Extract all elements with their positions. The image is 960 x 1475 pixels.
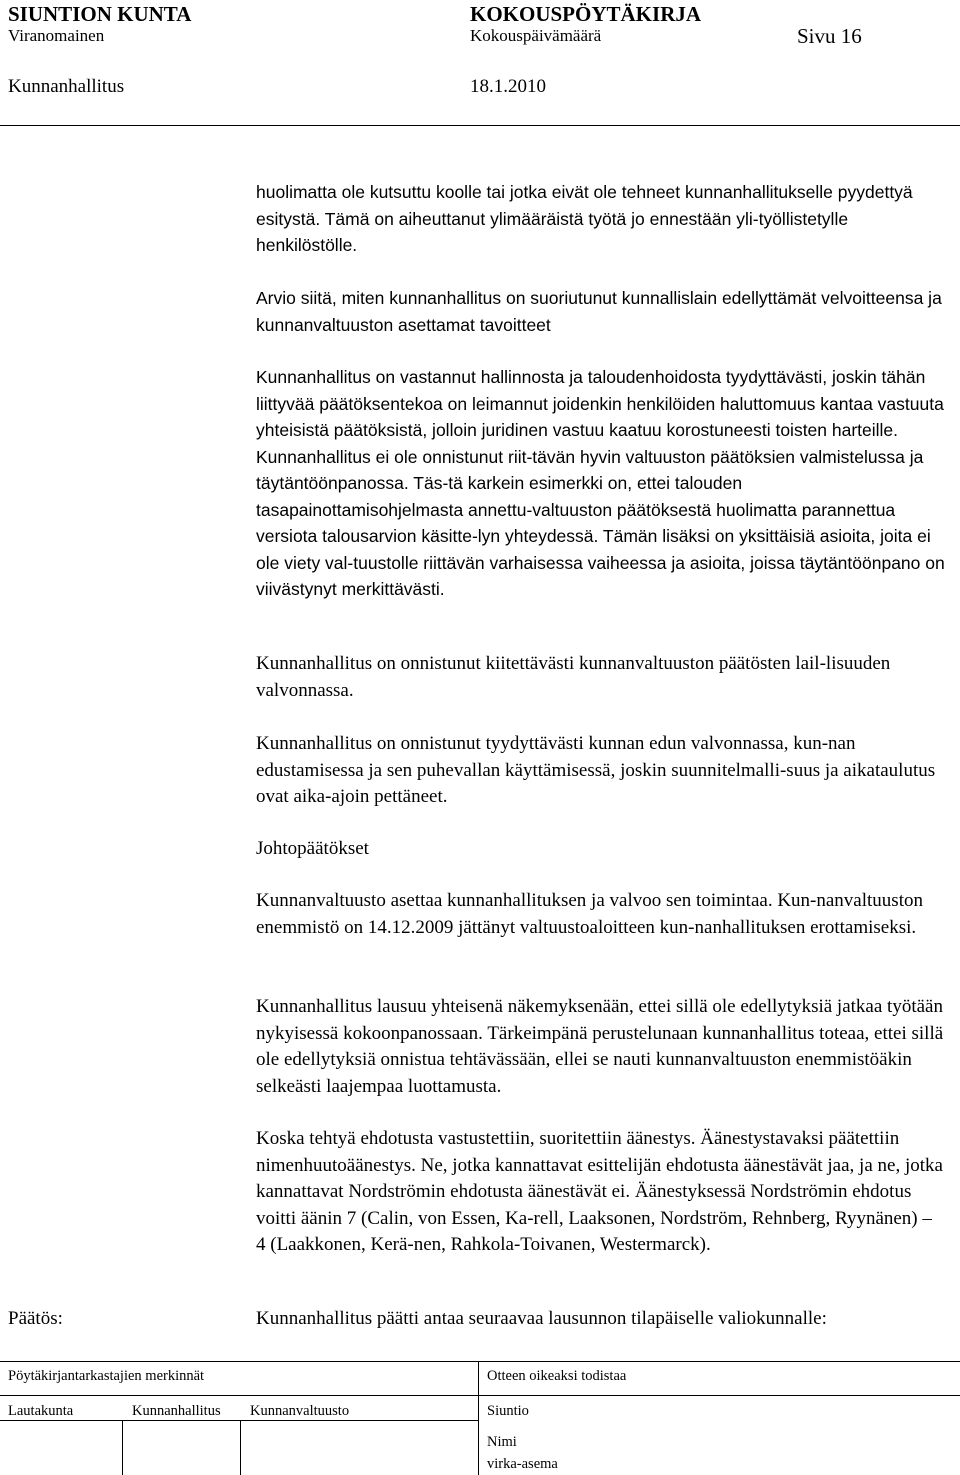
footer-cols-divider	[0, 1420, 478, 1421]
meeting-date-label: Kokouspäivämäärä	[470, 26, 602, 45]
org-name: SIUNTION KUNTA	[8, 2, 192, 26]
position-label: virka-asema	[487, 1456, 558, 1472]
footer-vline-2	[240, 1420, 241, 1475]
conclusions-heading: Johtopäätökset	[256, 838, 369, 859]
paragraph-interest: Kunnanhallitus on onnistunut tyydyttävästi kunnan edun valvonnassa, kun-nan edustamisessa ja sen puhevallan käyttämisessä, joskin suunnitelmalli-suus ja aikataulutus ovat aika-ajoin pettäneet.	[256, 733, 936, 807]
authority-label: Viranomainen	[8, 26, 105, 45]
page-number: Sivu 16	[797, 24, 862, 48]
reviewers-label: Pöytäkirjantarkastajien merkinnät	[8, 1368, 205, 1384]
meeting-date: 18.1.2010	[470, 76, 546, 97]
header-divider	[0, 125, 960, 126]
decision-label: Päätös:	[8, 1308, 63, 1329]
footer-vline-3	[478, 1361, 479, 1475]
footer-col-municipal-board: Kunnanhallitus	[132, 1403, 221, 1419]
paragraph-vote: Koska tehtyä ehdotusta vastustettiin, suoritettiin äänestys. Äänestystavaksi päätettiin nimenhuutoäänestys. Ne, jotka kannattavat esittelijän ehdotusta äänestävät jaa, ja ne, jotka kannattavat Nordströmin ehdotusta äänestävät ei. Äänestyksessä Nordströmin ehdotus voitti äänin 7 (Calin, von Essen, Ka-rell, Laaksonen, Nordström, Rehnberg, Ryynänen) – 4 (Laakkonen, Kerä-nen, Rahkola-Toivanen, Westermarck).	[256, 1128, 943, 1255]
paragraph-administration: Kunnanhallitus on vastannut hallinnosta ja taloudenhoidosta tyydyttävästi, joskin tähän liittyvää päätöksentekoa on leimannut joidenkin henkilöiden haluttomuus kantaa vastuuta yhteisistä päätöksistä, jolloin juridinen vastuu kaatuu korostuneesti toisten harteille. Kunnanhallitus ei ole onnistunut riit-tävän hyvin valtuuston päätöksien valmistelussa ja täytäntöönpanossa. Täs-tä karkein esimerkki on, ettei talouden tasapainottamisohjelmasta annettu-valtuuston päätöksestä huolimatta parannettua versiota talousarvion käsitte-lyn yhteydessä. Tämän lisäksi on yksittäisiä asioita, joita ei ole viety val-tuustolle riittävän varhaisessa vaiheessa ja asioita, joissa täytäntöönpano on viivästynyt merkittävästi.	[256, 367, 945, 599]
paragraph-continuation: huolimatta ole kutsuttu koolle tai jotka eivät ole tehneet kunnanhallitukselle pyydettyä esitystä. Tämä on aiheuttanut ylimääräistä työtä jo ennestään yli-työllistetylle henkilöstölle.	[256, 182, 913, 255]
paragraph-legality: Kunnanhallitus on onnistunut kiitettävästi kunnanvaltuuston päätösten lail-lisuuden valvonnassa.	[256, 653, 891, 701]
footer-vline-1	[122, 1420, 123, 1475]
document-type: KOKOUSPÖYTÄKIRJA	[470, 2, 702, 26]
paragraph-statement: Kunnanhallitus lausuu yhteisenä näkemyksenään, ettei sillä ole edellytyksiä jatkaa työtään nykyisessä kokoonpanossaan. Tärkeimpänä perustelunaan kunnanhallitus toteaa, ettei sillä ole edellytyksiä onnistua tehtävässään, ellei se nauti kunnanvaltuuston enemmistöäkin selkeästi laajempaa luottamusta.	[256, 996, 944, 1097]
footer-row-divider	[0, 1395, 960, 1396]
assessment-heading: Arvio siitä, miten kunnanhallitus on suoriutunut kunnallislain edellyttämät velvoitteensa ja kunnanvaltuuston asettamat tavoitteet	[256, 288, 942, 335]
name-label: Nimi	[487, 1434, 517, 1450]
authority-name: Kunnanhallitus	[8, 76, 125, 97]
footer-col-board: Lautakunta	[8, 1403, 74, 1419]
certified-label: Otteen oikeaksi todistaa	[487, 1368, 627, 1384]
decision-text: Kunnanhallitus päätti antaa seuraavaa lausunnon tilapäiselle valiokunnalle:	[256, 1308, 827, 1329]
footer-col-council: Kunnanvaltuusto	[250, 1403, 350, 1419]
paragraph-council: Kunnanvaltuusto asettaa kunnanhallituksen ja valvoo sen toimintaa. Kun-nanvaltuuston enemmistö on 14.12.2009 jättänyt valtuustoaloitteen kun-nanhallituksen erottamiseksi.	[256, 890, 923, 938]
footer-divider	[0, 1361, 960, 1362]
footer-place: Siuntio	[487, 1403, 529, 1419]
